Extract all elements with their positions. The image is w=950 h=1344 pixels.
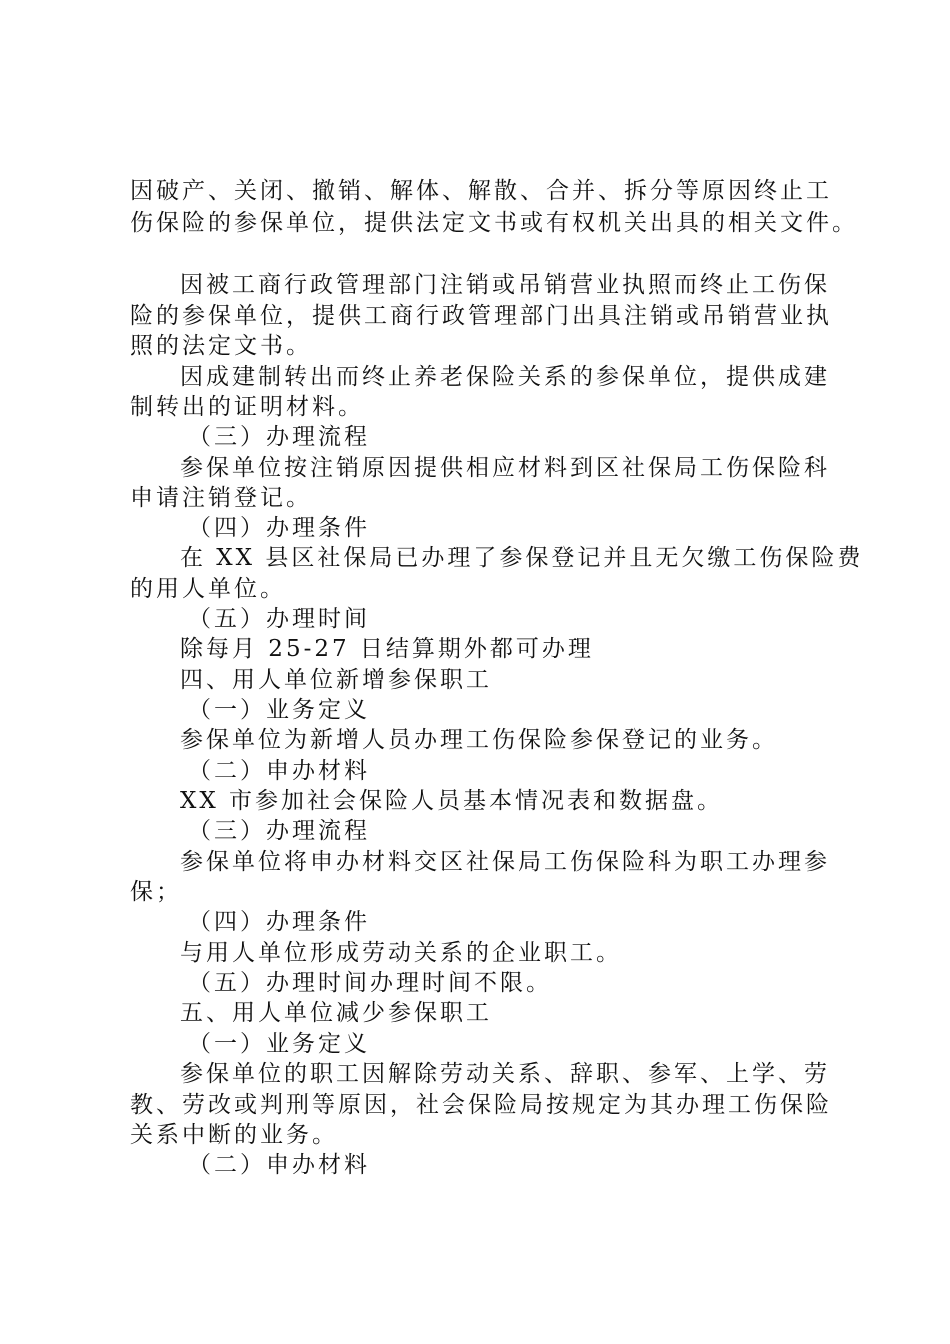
section-heading: （五）办理时间 (188, 606, 370, 632)
paragraph-line: 参保单位的职工因解除劳动关系、辞职、参军、上学、劳 (180, 1061, 830, 1087)
section-heading: （三）办理流程 (188, 818, 370, 844)
paragraph-line: 与用人单位形成劳动关系的企业职工。 (180, 940, 622, 966)
paragraph-line: 参保单位按注销原因提供相应材料到区社保局工伤保险科 (180, 455, 830, 481)
paragraph-line: 在 XX 县区社保局已办理了参保登记并且无欠缴工伤保险费 (180, 545, 864, 571)
chapter-heading: 五、用人单位减少参保职工 (180, 1000, 492, 1026)
paragraph-line: 因被工商行政管理部门注销或吊销营业执照而终止工伤保 (180, 272, 830, 298)
paragraph-line: 伤保险的参保单位，提供法定文书或有权机关出具的相关文件。 (130, 210, 858, 236)
section-heading: （五）办理时间办理时间不限。 (188, 970, 552, 996)
paragraph-line: 因成建制转出而终止养老保险关系的参保单位，提供成建 (180, 364, 830, 390)
paragraph-line: 教、劳改或判刑等原因，社会保险局按规定为其办理工伤保险 (130, 1092, 832, 1118)
section-heading: （四）办理条件 (188, 909, 370, 935)
paragraph-line: 照的法定文书。 (130, 333, 312, 359)
paragraph-line: 申请注销登记。 (130, 485, 312, 511)
paragraph-line: 关系中断的业务。 (130, 1122, 338, 1148)
paragraph-line: 保； (130, 879, 182, 905)
chapter-heading: 四、用人单位新增参保职工 (180, 667, 492, 693)
paragraph-line: XX 市参加社会保险人员基本情况表和数据盘。 (180, 788, 724, 814)
section-heading: （一）业务定义 (188, 697, 370, 723)
paragraph-line: 参保单位为新增人员办理工伤保险参保登记的业务。 (180, 727, 778, 753)
paragraph-line: 除每月 25-27 日结算期外都可办理 (180, 636, 594, 662)
paragraph-line: 险的参保单位，提供工商行政管理部门出具注销或吊销营业执 (130, 303, 832, 329)
paragraph-line: 参保单位将申办材料交区社保局工伤保险科为职工办理参 (180, 849, 830, 875)
section-heading: （二）申办材料 (188, 1152, 370, 1178)
section-heading: （二）申办材料 (188, 758, 370, 784)
section-heading: （一）业务定义 (188, 1031, 370, 1057)
section-heading: （三）办理流程 (188, 424, 370, 450)
section-heading: （四）办理条件 (188, 515, 370, 541)
paragraph-line: 的用人单位。 (130, 576, 286, 602)
paragraph-line: 制转出的证明材料。 (130, 394, 364, 420)
paragraph-line: 因破产、关闭、撤销、解体、解散、合并、拆分等原因终止工 (130, 178, 832, 204)
